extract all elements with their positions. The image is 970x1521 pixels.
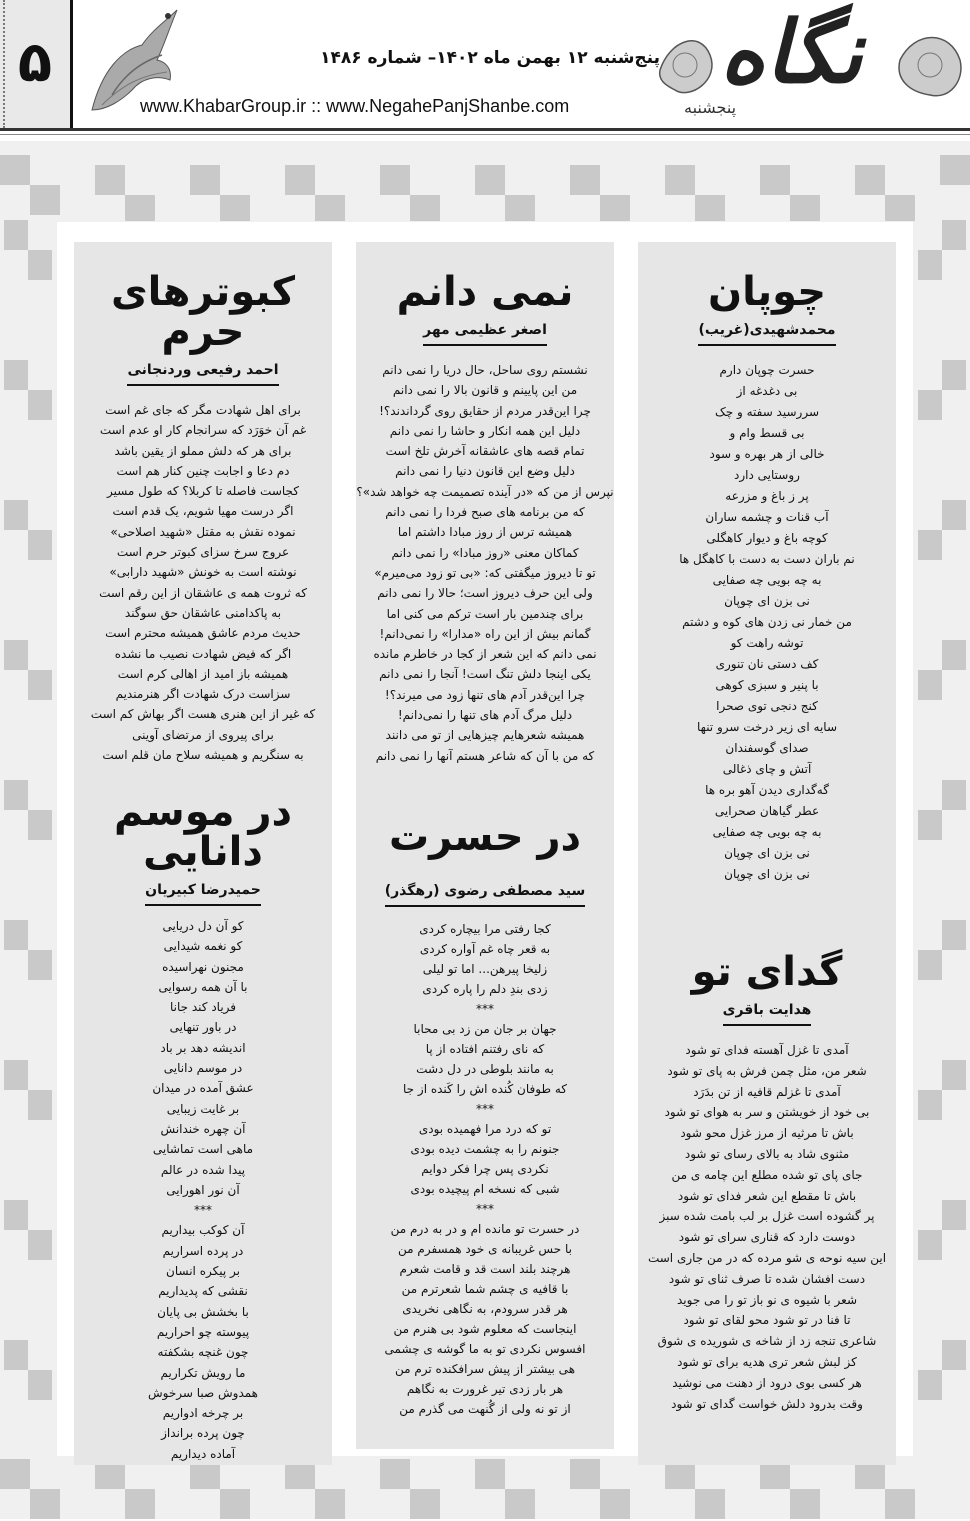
verse-line: جهان بر جان من زد بی محابا [413,1022,557,1036]
verse-line: روستایی دارد [734,468,800,482]
checker-border-left [4,160,54,1440]
poem-nemidanam [356,242,614,812]
poem-verses [356,919,614,1419]
verse-line: باش تا مرثیه از مرز غزل محو شود [680,1126,854,1141]
verse-line: نی بزن ای چوپان [724,867,810,881]
verse-line: در موسم دانایی [163,1061,243,1076]
verse-line: با حس غریبانه ی خود همسفرم من [398,1242,572,1256]
verse-line: باش تا مقطع این شعر فدای تو شود [677,1188,857,1203]
verse-line: بر چرخه ادواریم [162,1406,244,1421]
verse-line: کوچه باغ و دیوار کاهگلی [706,531,828,545]
verse-line: اگر که فیض شهادت نصیب ما نشده [114,646,292,661]
verse-line: کو آن دل دریایی [162,919,244,933]
verse-line: مجنون نهراسیده [162,959,244,974]
verse-line: دلیل وضع این قانون دنیا را نمی دانم [395,464,575,479]
poem-mowsem [74,762,332,1465]
verse-line: کو نغمه شیدایی [163,939,243,954]
poem-title: کبوترهای حرم [111,269,295,355]
verse-line: که من با آن که شاعر هستم آنها را نمی دانم [375,748,595,763]
verse-line: سزاست درک شهادت اگر هنرمندیم [115,687,291,702]
verse-line: پیدا شده در عالم [160,1162,246,1177]
verse-line: یکی اینجا دلش تنگ است! آنجا را نمی دانم [379,667,591,682]
verse-line: اگر درست مهیا شویم، یک قدم است [112,504,294,519]
verse-line: بی خود از خویشتن و سر به هوای تو شود [664,1105,870,1120]
verse-line: کماکان معنی «روز مبادا» را نمی دانم [391,545,579,560]
page-number: ۵ [17,30,53,95]
poem-author: اصغر عظیمی مهر [423,322,547,346]
header-divider [0,128,970,131]
poem-verses [638,360,896,885]
verse-line: نموده نقش به مقتل «شهید اصلاحی» [110,524,296,539]
verse-line: با پنیر و سبزی کوهی [715,678,819,692]
verse-line: همیشه شعرهایم چیزهایی از تو می دانند [385,728,585,743]
verse-line: خالی از هر بهره و سود [709,447,825,461]
verse-line: من این پایینم و قانون بالا را نمی دانم [392,383,578,398]
verse-line: هر کسی بوی درود از دهنت می نوشید [672,1375,862,1390]
verse-line: تمام قصه های عاشقانه آخرش تلخ است [385,444,585,459]
verse-line: نشستم روی ساحل، حال دریا را نمی دانم [382,363,588,377]
poem-dorhasrat [356,803,614,1449]
verse-line: نی بزن ای چوپان [724,846,810,860]
verse-line: تا فنا در تو شود محو لقای تو شود [683,1313,851,1328]
newspaper-logo: نگاه [720,2,863,103]
verse-line: که من برنامه های صبح فردا را نمی دانم [385,505,585,520]
verse-line: که نای رفتنم افتاده از پا [425,1042,545,1056]
verse-line: حسرت چوپان دارم [719,363,815,377]
verse-line: برای چندمین بار است ترکم می کنی اما [386,606,584,621]
verse-line: آمدی تا غزلم قافیه از تن بدَرَد [693,1084,841,1099]
checker-border-right [916,160,966,1440]
verse-line: نی بزن ای چوپان [724,594,810,608]
poem-gedaye [638,922,896,1465]
verse-line: ولی این حرف دیروز است؛ حالا را نمی دانم [377,586,593,601]
verse-line: بر پیکره انسان [166,1264,240,1279]
poem-verses [638,1040,896,1414]
masthead [0,0,970,140]
verse-line: در باور تنهایی [169,1020,237,1035]
verse-line: همیشه باز امید از اهالی کرم است [117,666,289,681]
verse-line: هی بیشتر از پیش سرافکنده ترم من [394,1362,576,1376]
verse-line: که طوفان کُنده اش را کَنده از جا [403,1082,567,1096]
verse-line: گمانم بیش از این راه «مدارا» را نمی‌دانم! [379,626,591,641]
verse-line: شبی که نسخه ام پیچیده بودی [410,1182,560,1196]
page-number-block [0,0,73,128]
verse-line: دلیل این همه انکار و حاشا را نمی دانم [389,423,581,438]
verse-line: من خمار نی زدن های کوه و دشتم [682,615,852,629]
header-divider-thin [0,134,970,135]
verse-line: آن کوکب بیداریم [161,1223,245,1238]
verse-line: به قعر چاه غم آواره کردی [419,942,551,956]
verse-line: دم دعا و اجابت چنین کنار هم است [116,463,290,478]
stanza-separator: *** [476,1002,494,1016]
stanza-separator: *** [194,1203,212,1218]
verse-line: کنج دنجی توی صحرا [716,699,818,713]
poem-kabootar [74,242,332,772]
poem-author: احمد رفیعی وردنجانی [127,362,278,386]
verse-line: افسوس نکردی تو به ما گوشه ی چشمی [384,1342,586,1356]
verse-line: چرا این‌قدر مردم از حقایق روی گرداندند؟! [379,403,591,418]
verse-line: بی دغدغه از [736,384,798,398]
poem-author: محمدشهیدی(غریب) [698,322,835,346]
verse-line: عشق آمده در میدان [152,1081,254,1096]
verse-line: تو که درد مرا فهمیده بودی [418,1122,552,1136]
verse-line: سررسید سفته و چک [714,405,820,419]
verse-line: آتش و چای ذغالی [722,762,812,776]
poem-title: در حسرت [388,814,582,860]
verse-line: پیوسته چو احراریم [156,1324,250,1339]
verse-line: ماهی است تماشایی [152,1142,254,1157]
verse-line: به سنگریم و همیشه سلاح مان قلم است [102,748,304,763]
verse-line: فریاد کند جانا [169,1000,237,1015]
verse-line: پر ز باغ و مزرعه [725,489,809,503]
verse-line: حدیث مردم عاشق همیشه محترم است [105,626,301,641]
verse-line: کز لبش شعر تری هدیه برای تو شود [677,1354,857,1369]
verse-line: نقشی که پدیداریم [158,1284,248,1299]
verse-line: زدی بندِ دلم را پاره کردی [422,982,548,996]
verse-line: به مانند بلوطی در دل دشت [416,1062,554,1076]
verse-line: بر غایت زیبایی [166,1101,240,1116]
verse-line: دلیل مرگ آدم های تنها را نمی‌دانم! [397,708,573,723]
verse-line: دست افشان شده تا صرف ثنای تو شود [668,1271,866,1286]
issue-dateline: پنج‌شنبه ۱۲ بهمن ماه ۱۴۰۲– شماره ۱۴۸۶ [320,48,660,68]
verse-line: پر گشوده است غزل بر لب بامت شده سبز [659,1209,875,1224]
verse-line: با بخشش بی پایان [157,1304,249,1319]
verse-line: عطر گیاهان صحرایی [714,804,820,818]
checker-border-top [0,155,970,221]
verse-line: برای هر که دلش مملو از یقین باشد [114,443,292,458]
verse-line: شعر من، مثل چمن فرش به پای تو شود [667,1063,867,1078]
verse-line: به پاکدامنی عاشقان حق سوگند [124,605,282,620]
verse-line: به چه بویی چه صفایی [712,573,822,587]
poem-author: حمیدرضا کبیریان [145,882,261,906]
verse-line: جای پای تو شده مطلع این چامه ی من [671,1167,863,1182]
verse-line: نمی دانم که این شعر از کجا در خاطرم مانده [373,647,597,662]
verse-line: برای اهل شهادت مگر که جای غم است [105,403,301,417]
verse-line: هرچند بلند است قد و قامت شعرم [399,1262,571,1276]
verse-line: هر قدر سرودم، به نگاهی نخریدی [402,1302,568,1316]
verse-line: شاعری تنجه زد از شاخه ی شوریده ی شوق [657,1334,877,1349]
verse-line: آمدی تا غزل آهسته فدای تو شود [685,1043,849,1057]
poem-title: نمی دانم [396,269,574,315]
verse-line: ما رویش تکراریم [160,1365,246,1380]
verse-line: که ثروت همه ی عاشقان از این رقم است [99,585,307,600]
verse-line: به چه بویی چه صفایی [712,825,822,839]
poem-title: گدای تو [691,949,843,995]
poem-verses [356,360,614,766]
verse-line: با قافیه ی چشم شما شعرترم من [401,1282,569,1296]
verse-line: کف دستی نان تنوری [715,657,819,671]
verse-line: وقت بدرود دلش خواست گدای تو شود [671,1396,863,1411]
poem-title: در موسم دانایی [113,789,293,875]
verse-line: همیشه ترس از روز مبادا داشتم اما [397,525,573,540]
verse-line: نکردی پس چرا فکر دوایم [421,1162,549,1176]
verse-line: از تو نه ولی از گُنهت می گذرم من [399,1402,571,1416]
verse-line: گه‌گداری دیدن آهو بره ها [705,783,829,797]
verse-line: آن چهره خندانش [160,1121,246,1136]
verse-line: نپرس از من که «در آینده تصمیمت چه خواهد شد»؟ [356,484,614,499]
newspaper-logo-subtitle: پنجشنبه [684,98,737,117]
poem-author: هدایت باقری [723,1002,812,1026]
poem-verses [74,916,332,1464]
verse-line: اینجاست که معلوم شود بی هنرم من [393,1322,577,1336]
verse-line: این سیه نوحه ی شو مرده که در من جاری است [647,1250,887,1265]
verse-line: نم باران دست به دست با کاهگل ها [679,552,855,566]
verse-line: کجا رفتی مرا بیچاره کردی [419,922,551,936]
verse-line: اندیشه دهد بر باد [160,1040,246,1055]
verse-line: آن نور اهورایی [166,1182,240,1197]
verse-line: کجاست فاصله تا کربلا؟ که طول مسیر [106,484,300,499]
verse-line: تو تا دیروز میگفتی که: «بی تو زود می‌میرم» [374,565,596,580]
stanza-separator: *** [476,1102,494,1116]
poem-verses [74,400,332,765]
website-urls[interactable]: www.KhabarGroup.ir :: www.NegahePanjShanbe.com [140,96,570,116]
verse-line: نوشته است به خونش «شهید دارابی» [109,565,297,580]
verse-line: آماده دیداریم [170,1446,236,1461]
verse-line: دوست دارد که قناری سرای تو شود [678,1230,856,1245]
verse-line: توشه راهت کو [730,636,804,650]
verse-line: صدای گوسفندان [725,741,809,755]
poem-title: چوپان [707,269,827,315]
poem-author: سید مصطفی رضوی (رهگذر) [385,883,586,907]
verse-line: هر بار زدی تیر غرورت به نگاهم [406,1382,564,1396]
verse-line: در پرده اسراریم [162,1243,244,1258]
verse-line: آب قنات و چشمه ساران [705,510,829,524]
verse-line: عروج سرخ سزای کبوتر حرم است [116,545,290,560]
verse-line: چرا این‌قدر آدم های تنها زود می میرند؟! [384,687,586,702]
verse-line: چون پرده برانداز [161,1426,245,1441]
verse-line: که غیر از این هنری هست اگر بهاش کم است [90,707,316,722]
poem-chopan [638,242,896,930]
verse-line: شعر با شیوه ی نو باز تو را می جوید [676,1292,858,1307]
verse-line: بی قسط وام و [729,426,805,440]
verse-line: زلیخا پیرهن... اما تو لیلی [422,962,548,976]
verse-line: با آن همه رسوایی [158,979,248,994]
verse-line: سایه ای زیر درخت سرو تنها [697,720,837,734]
stanza-separator: *** [476,1202,494,1216]
verse-line: در حسرت تو مانده ام و در به درم من [390,1222,580,1236]
verse-line: غم آن خوَرَد که سرانجام کار او عدم است [99,423,307,438]
verse-line: همدوش صبا سرخوش [147,1385,259,1400]
verse-line: جنونم را به چشمت دیده بودی [410,1142,560,1156]
verse-line: چون غنچه بشکفته [157,1345,249,1360]
verse-line: مثنوی شاد به بالای رسای تو شود [684,1146,850,1161]
verse-line: برای پیروی از مرتضای آوینی [132,727,274,742]
